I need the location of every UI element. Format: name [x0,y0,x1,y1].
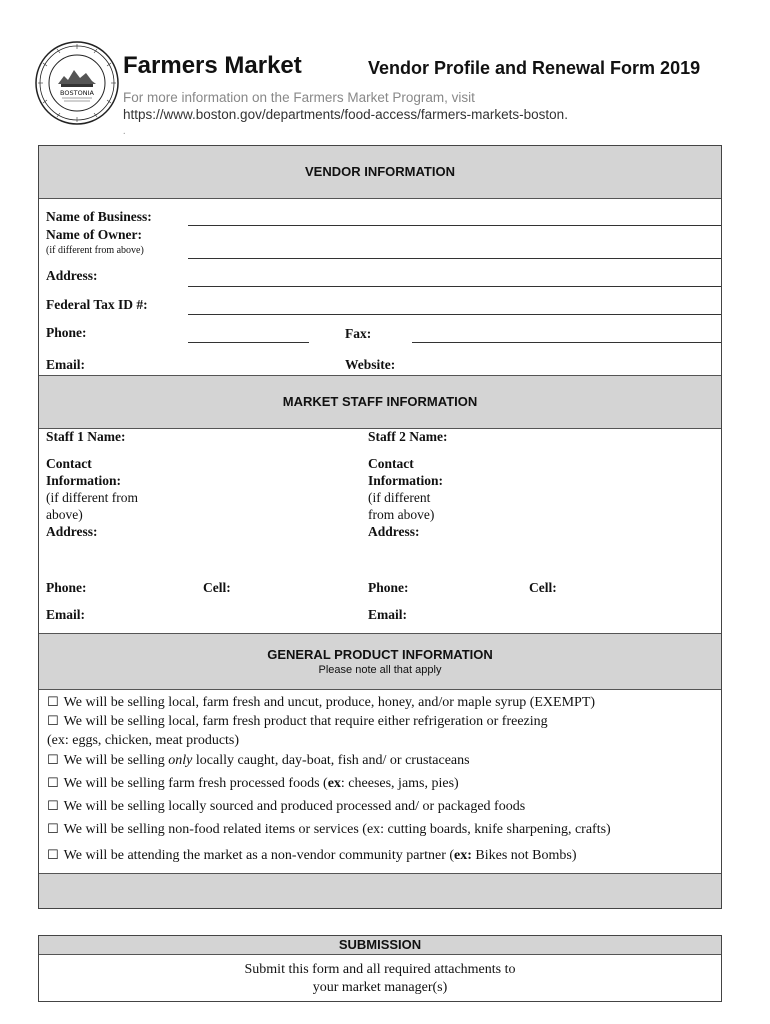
divider [39,198,721,199]
staff2-name-label: Staff 2 Name: [368,429,448,444]
option-label: We will be selling locally sourced and produced processed and/ or packaged foods [63,799,526,814]
staff1-note-2: above) [46,507,83,522]
vendor-form [38,145,722,909]
staff2-note-2: from above) [368,507,435,522]
business-name-field[interactable] [188,225,721,226]
option-exempt-produce[interactable] [47,695,595,711]
staff2-address-label: Address: [368,524,420,539]
address-field[interactable] [188,286,721,287]
boston-city-seal [34,40,120,126]
checkbox-icon[interactable]: ☐ [47,753,59,768]
option-fish[interactable] [47,753,470,769]
staff2-email-label: Email: [368,607,407,622]
vendor-info-heading: VENDOR INFORMATION [39,146,721,198]
product-subheading: Please note all that apply [318,664,442,676]
staff2-contact-label-2: Information: [368,473,443,488]
option-label: We will be selling [63,753,169,768]
federal-tax-label: Federal Tax ID #: [46,297,148,312]
phone-label: Phone: [46,325,87,340]
program-url-link[interactable]: https://www.boston.gov/departments/food-access/farmers-markets-boston. [123,107,568,122]
submission-box [38,935,722,1002]
staff1-phone-label: Phone: [46,580,87,595]
staff2-note: (if different [368,490,431,505]
owner-name-field[interactable] [188,258,721,259]
empty-footer-band [39,874,721,908]
checkbox-icon[interactable]: ☐ [47,822,59,837]
option-non-food[interactable] [47,822,611,838]
email-label: Email: [46,357,85,372]
option-processed-foods[interactable] [47,776,459,792]
owner-name-note: (if different from above) [46,245,144,256]
staff1-name-label: Staff 1 Name: [46,429,126,444]
info-text: For more information on the Farmers Market Program, visit [123,90,475,105]
staff-info-heading: MARKET STAFF INFORMATION [39,376,721,428]
staff2-phone-label: Phone: [368,580,409,595]
option-refrigerated[interactable] [47,714,548,730]
staff2-contact-label: Contact [368,456,414,471]
staff2-cell-label: Cell: [529,580,557,595]
fax-field[interactable] [412,342,721,343]
option-label: We will be selling local, farm fresh product that require either refrigeration or freezing [63,714,548,729]
option-label: We will be selling non-food related items or services (ex: cutting boards, knife sharpening, crafts) [63,822,611,837]
stray-mark: . [123,126,126,137]
option-community-partner[interactable] [47,848,577,864]
submission-text [39,961,721,997]
submission-line-2: your market manager(s) [312,980,448,995]
product-heading-text: GENERAL PRODUCT INFORMATION [267,647,493,662]
option-emphasis: only [168,753,193,768]
divider [39,689,721,690]
staff1-contact-label: Contact [46,456,92,471]
checkbox-icon[interactable]: ☐ [47,714,59,729]
checkbox-icon[interactable]: ☐ [47,799,59,814]
option-emphasis: ex: [454,848,472,863]
website-label: Website: [345,357,396,372]
checkbox-icon[interactable]: ☐ [47,695,59,710]
staff1-cell-label: Cell: [203,580,231,595]
page-title: Farmers Market [123,52,302,79]
staff1-email-label: Email: [46,607,85,622]
staff1-note: (if different from [46,490,138,505]
staff1-address-label: Address: [46,524,98,539]
option-label-cont: locally caught, day-boat, fish and/ or crustaceans [192,753,470,768]
address-label: Address: [46,268,98,283]
option-label: We will be selling farm fresh processed foods ( [63,776,328,791]
option-label-cont: : cheeses, jams, pies) [340,776,459,791]
federal-tax-field[interactable] [188,314,721,315]
option-emphasis: ex [327,776,341,791]
phone-field[interactable] [188,342,309,343]
svg-text:BOSTONIA: BOSTONIA [60,89,94,97]
option-label: We will be selling local, farm fresh and uncut, produce, honey, and/or maple syrup (EXEMPT) [63,695,596,710]
option-packaged-foods[interactable] [47,799,525,815]
business-name-label: Name of Business: [46,209,152,224]
product-info-heading [39,634,721,689]
staff1-contact-label-2: Information: [46,473,121,488]
submission-line-1: Submit this form and all required attachments to [244,962,516,977]
owner-name-label: Name of Owner: [46,227,142,242]
fax-label: Fax: [345,326,372,341]
checkbox-icon[interactable]: ☐ [47,848,59,863]
checkbox-icon[interactable]: ☐ [47,776,59,791]
option-label: We will be attending the market as a non-vendor community partner ( [63,848,455,863]
option-refrigerated-cont: (ex: eggs, chicken, meat products) [47,733,240,748]
form-title: Vendor Profile and Renewal Form 2019 [368,58,701,78]
submission-heading: SUBMISSION [39,936,721,955]
option-label-cont: Bikes not Bombs) [471,848,577,863]
